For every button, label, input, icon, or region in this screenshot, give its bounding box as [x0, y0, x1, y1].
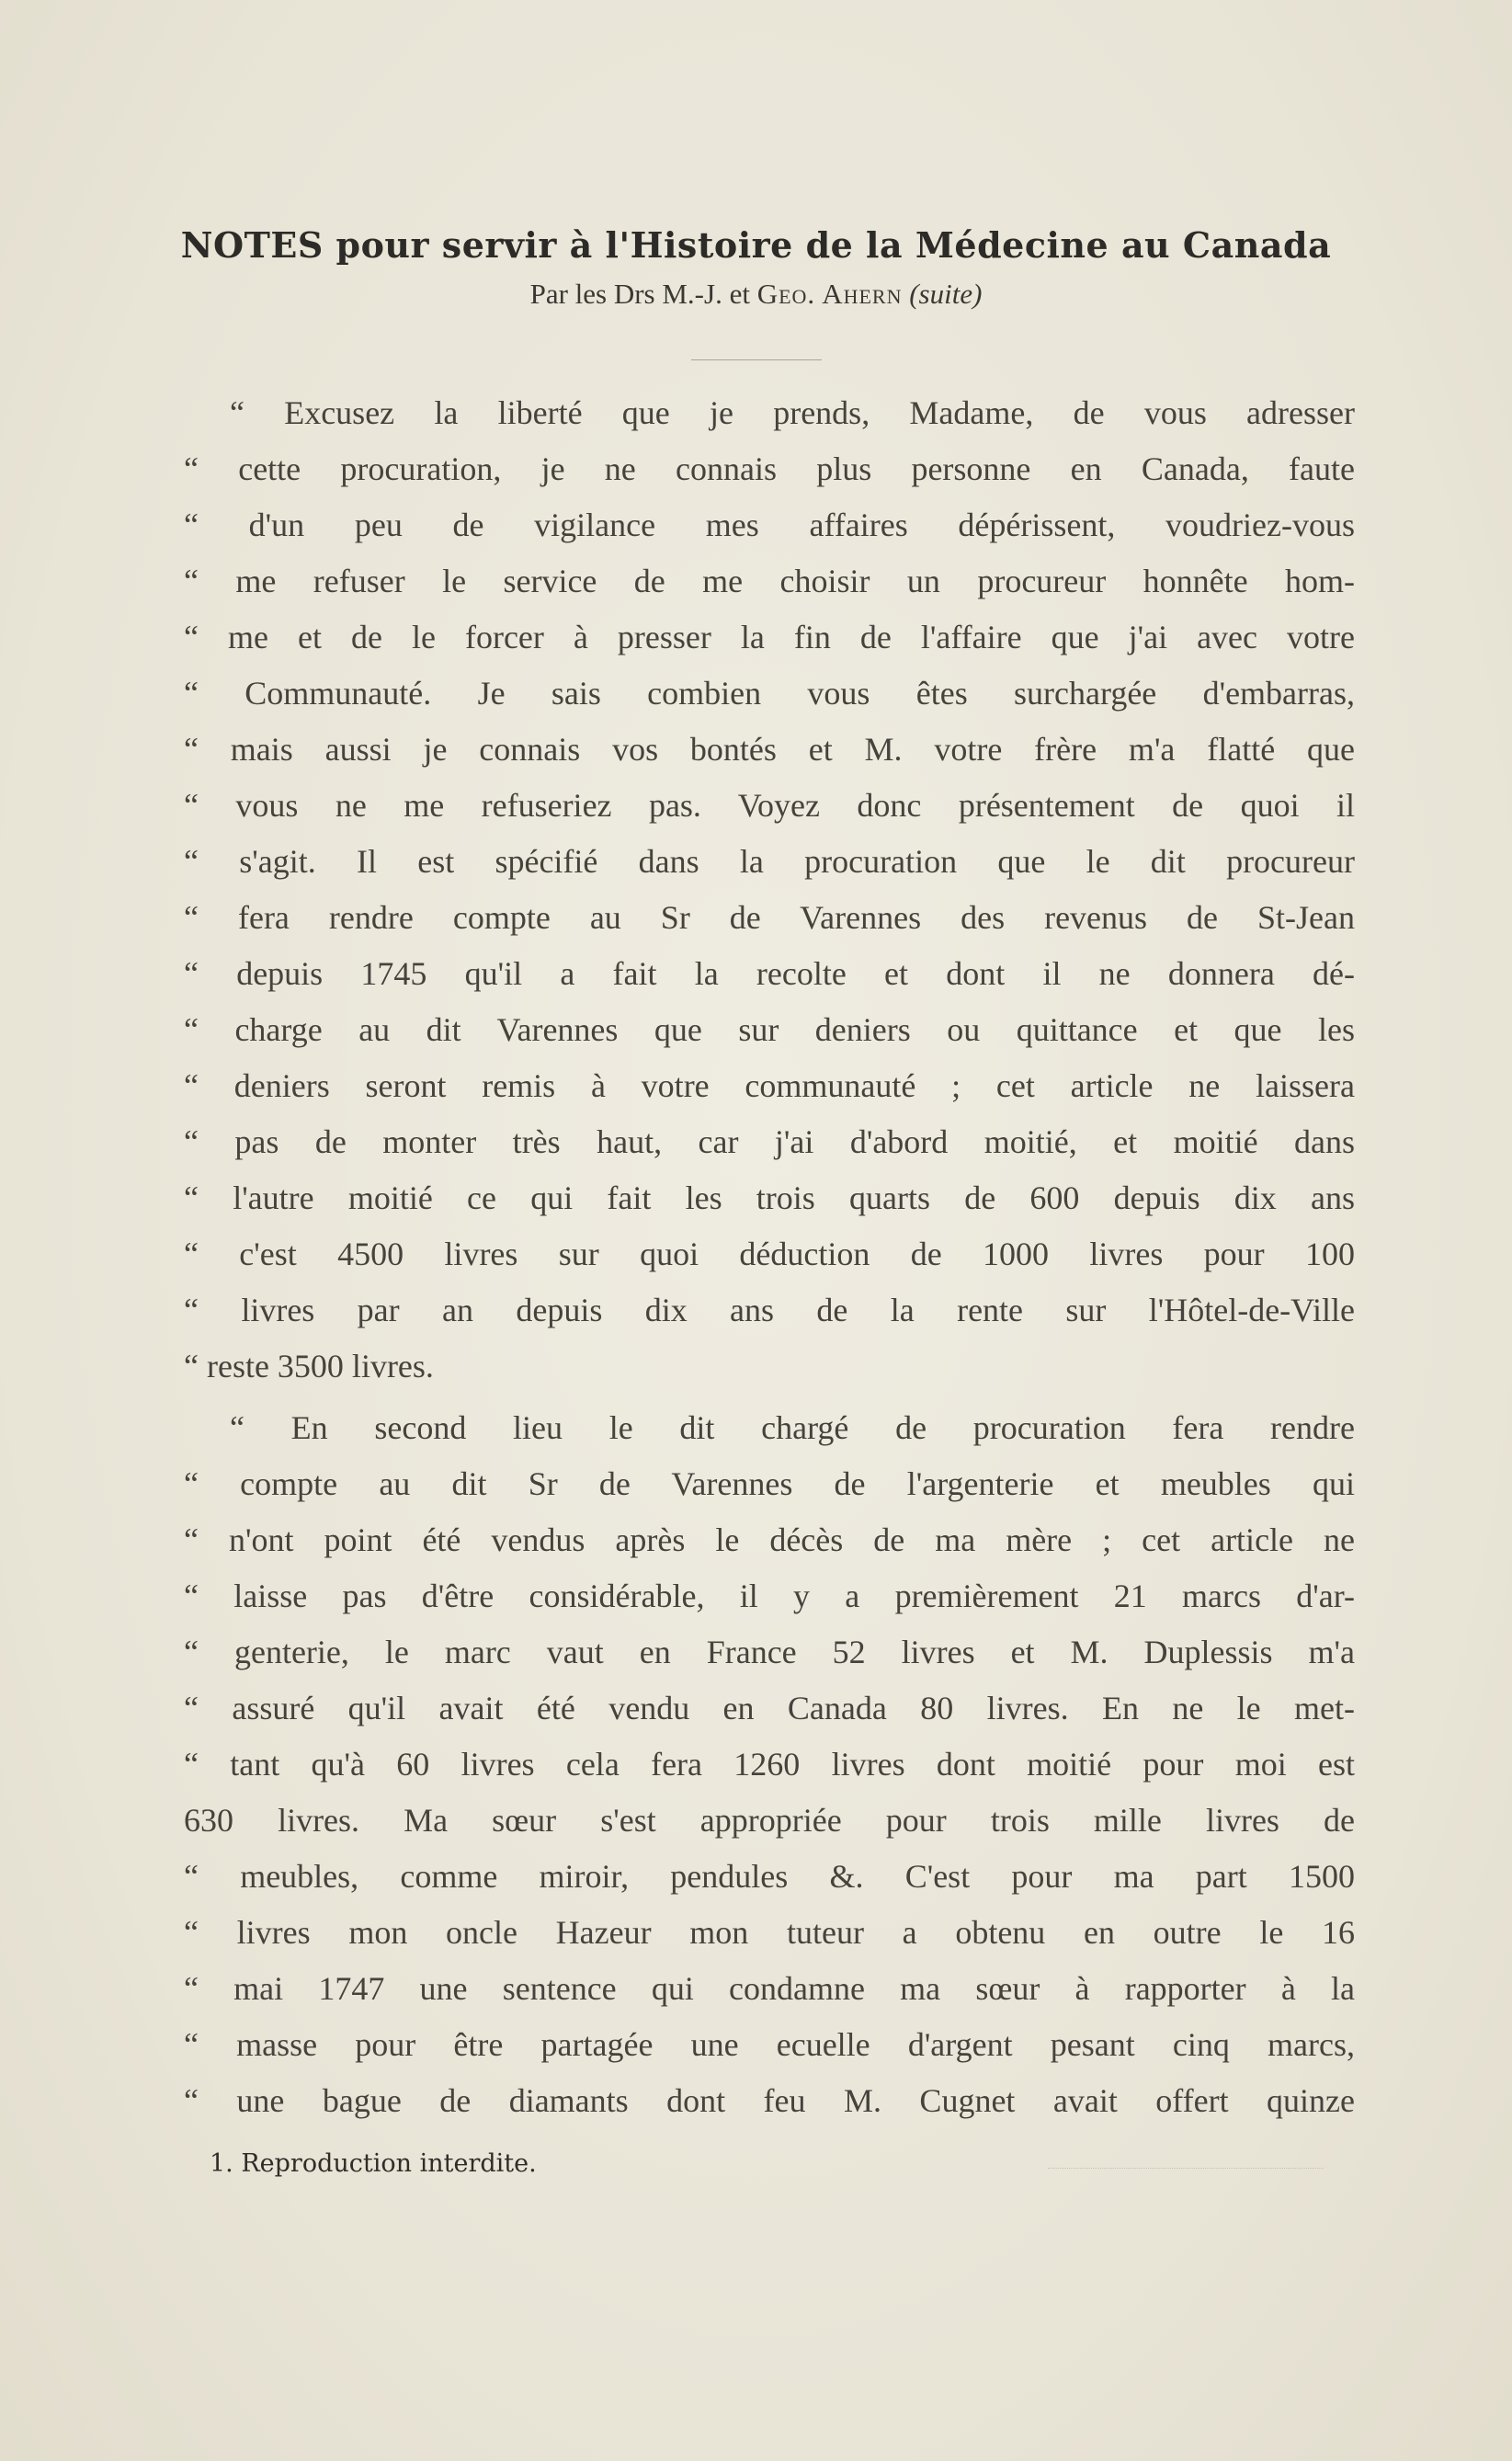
article-title: NOTES pour servir à l'Histoire de la Médecine au Canada: [180, 224, 1332, 266]
print-specks: [1048, 2168, 1324, 2170]
body-line: “ depuis 1745 qu'il a fait la recolte et dont il ne donnera dé-: [184, 955, 1355, 992]
body-line: “ compte au dit Sr de Varennes de l'argenterie et meubles qui: [184, 1465, 1355, 1502]
body-line: “ meubles, comme miroir, pendules &. C'est pour ma part 1500: [184, 1858, 1355, 1895]
body-line: “ laisse pas d'être considérable, il y a premièrement 21 marcs d'ar-: [184, 1578, 1355, 1614]
byline-author-name: Geo. Ahern: [756, 278, 903, 310]
body-line: “ mai 1747 une sentence qui condamne ma sœur à rapporter à la: [184, 1970, 1355, 2007]
body-line: “ fera rendre compte au Sr de Varennes des revenus de St-Jean: [184, 899, 1355, 936]
body-line: “ n'ont point été vendus après le décès de ma mère ; cet article ne: [184, 1521, 1355, 1558]
body-line: “ l'autre moitié ce qui fait les trois quarts de 600 depuis dix ans: [184, 1179, 1355, 1216]
body-line: “ pas de monter très haut, car j'ai d'abord moitié, et moitié dans: [184, 1123, 1355, 1160]
body-line: “ livres mon oncle Hazeur mon tuteur a obtenu en outre le 16: [184, 1914, 1355, 1951]
body-line: “ Communauté. Je sais combien vous êtes surchargée d'embarras,: [184, 675, 1355, 712]
body-line: “ s'agit. Il est spécifié dans la procuration que le dit procureur: [184, 843, 1355, 880]
body-line: “ d'un peu de vigilance mes affaires dépérissent, voudriez-vous: [184, 507, 1355, 543]
body-line: “ reste 3500 livres.: [184, 1348, 434, 1384]
body-line: “ deniers seront remis à votre communauté ; cet article ne laissera: [184, 1067, 1355, 1104]
article-byline: [156, 278, 1356, 311]
body-line: “ tant qu'à 60 livres cela fera 1260 livres dont moitié pour moi est: [184, 1746, 1355, 1783]
body-line: “ Excusez la liberté que je prends, Madame, de vous adresser: [230, 394, 1355, 431]
body-line: “ charge au dit Varennes que sur deniers ou quittance et que les: [184, 1011, 1355, 1048]
title-divider: [691, 359, 822, 360]
body-line: “ vous ne me refuseriez pas. Voyez donc présentement de quoi il: [184, 787, 1355, 824]
body-line: “ genterie, le marc vaut en France 52 livres et M. Duplessis m'a: [184, 1634, 1355, 1670]
body-line: “ masse pour être partagée une ecuelle d'argent pesant cinq marcs,: [184, 2026, 1355, 2063]
body-line: “ me refuser le service de me choisir un procureur honnête hom-: [184, 563, 1355, 599]
body-line: “ mais aussi je connais vos bontés et M. votre frère m'a flatté que: [184, 731, 1355, 768]
body-line: “ me et de le forcer à presser la fin de l'affaire que j'ai avec votre: [184, 619, 1355, 655]
body-line: “ assuré qu'il avait été vendu en Canada 80 livres. En ne le met-: [184, 1690, 1355, 1726]
body-line: 630 livres. Ma sœur s'est appropriée pour trois mille livres de: [184, 1802, 1355, 1839]
body-line: “ cette procuration, je ne connais plus personne en Canada, faute: [184, 450, 1355, 487]
body-line: “ En second lieu le dit chargé de procuration fera rendre: [230, 1409, 1355, 1446]
body-line: “ livres par an depuis dix ans de la rente sur l'Hôtel-de-Ville: [184, 1292, 1355, 1328]
byline-prefix: Par les Drs M.-J. et: [529, 278, 757, 310]
body-line: “ une bague de diamants dont feu M. Cugnet avait offert quinze: [184, 2082, 1355, 2119]
footnote: 1. Reproduction interdite.: [210, 2149, 537, 2178]
byline-continued-note: (suite): [909, 278, 983, 310]
body-line: “ c'est 4500 livres sur quoi déduction de 1000 livres pour 100: [184, 1236, 1355, 1272]
